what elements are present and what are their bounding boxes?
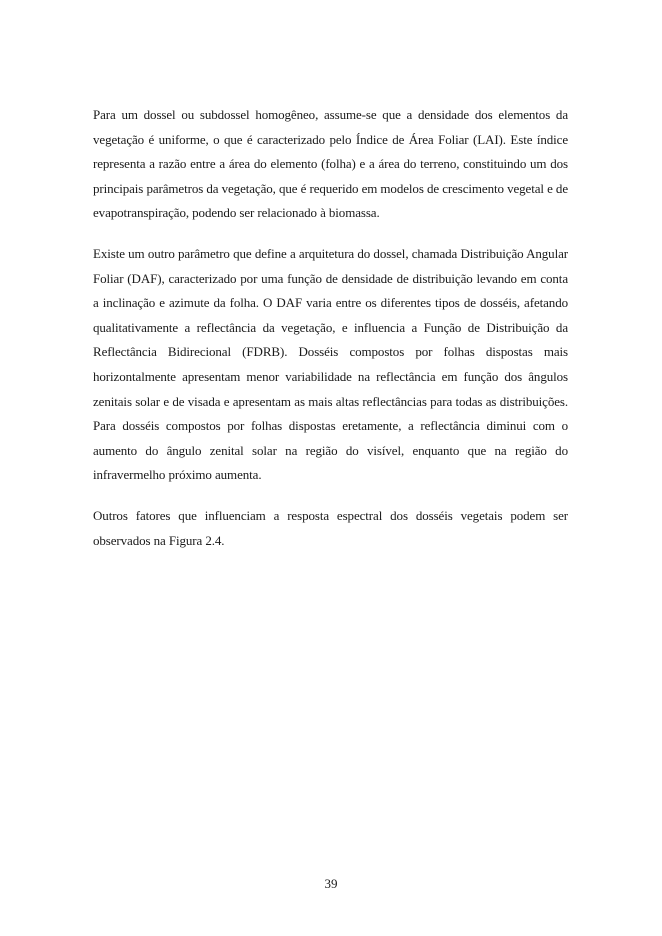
paragraph-other-factors: Outros fatores que influenciam a resposta espectral dos dosséis vegetais podem ser observados na Figura 2.4. xyxy=(93,507,568,548)
page-number: 39 xyxy=(324,876,338,891)
paragraph-lai: Para um dossel ou subdossel homogêneo, assume-se que a densidade dos elementos da vegetação é uniforme, o que é caracterizado pelo Índice de Área Foliar (LAI). Este índice representa a razão entre a área do elemento (folha) e a área do terreno, constituindo um dos principais parâmetros da vegetação, que é requerido em modelos de crescimento vegetal e de evapotranspiração, podendo ser relacionado à biomassa. xyxy=(93,107,568,221)
paragraph-daf: Existe um outro parâmetro que define a arquitetura do dossel, chamada Distribuição Angular Foliar (DAF), caracterizado por uma função de densidade de distribuição levando em conta a inclinação e azimute da folha. O DAF varia entre os diferentes tipos de dosséis, afetando qualitativamente a reflectância da vegetação, e influencia a Função de Distribuição da Reflectância Bidirecional (FDRB). Dosséis compostos por folhas dispostas mais horizontalmente apresentam menor variabilidade na reflectância em função dos ângulos zenitais solar e de visada e apresentam as mais altas reflectâncias para todas as distribuições. Para dosséis compostos por folhas dispostas eretamente, a reflectância diminui com o aumento do ângulo zenital solar na região do visível, enquanto que na região do infravermelho próximo aumenta. xyxy=(93,245,568,483)
body-text xyxy=(93,103,568,569)
